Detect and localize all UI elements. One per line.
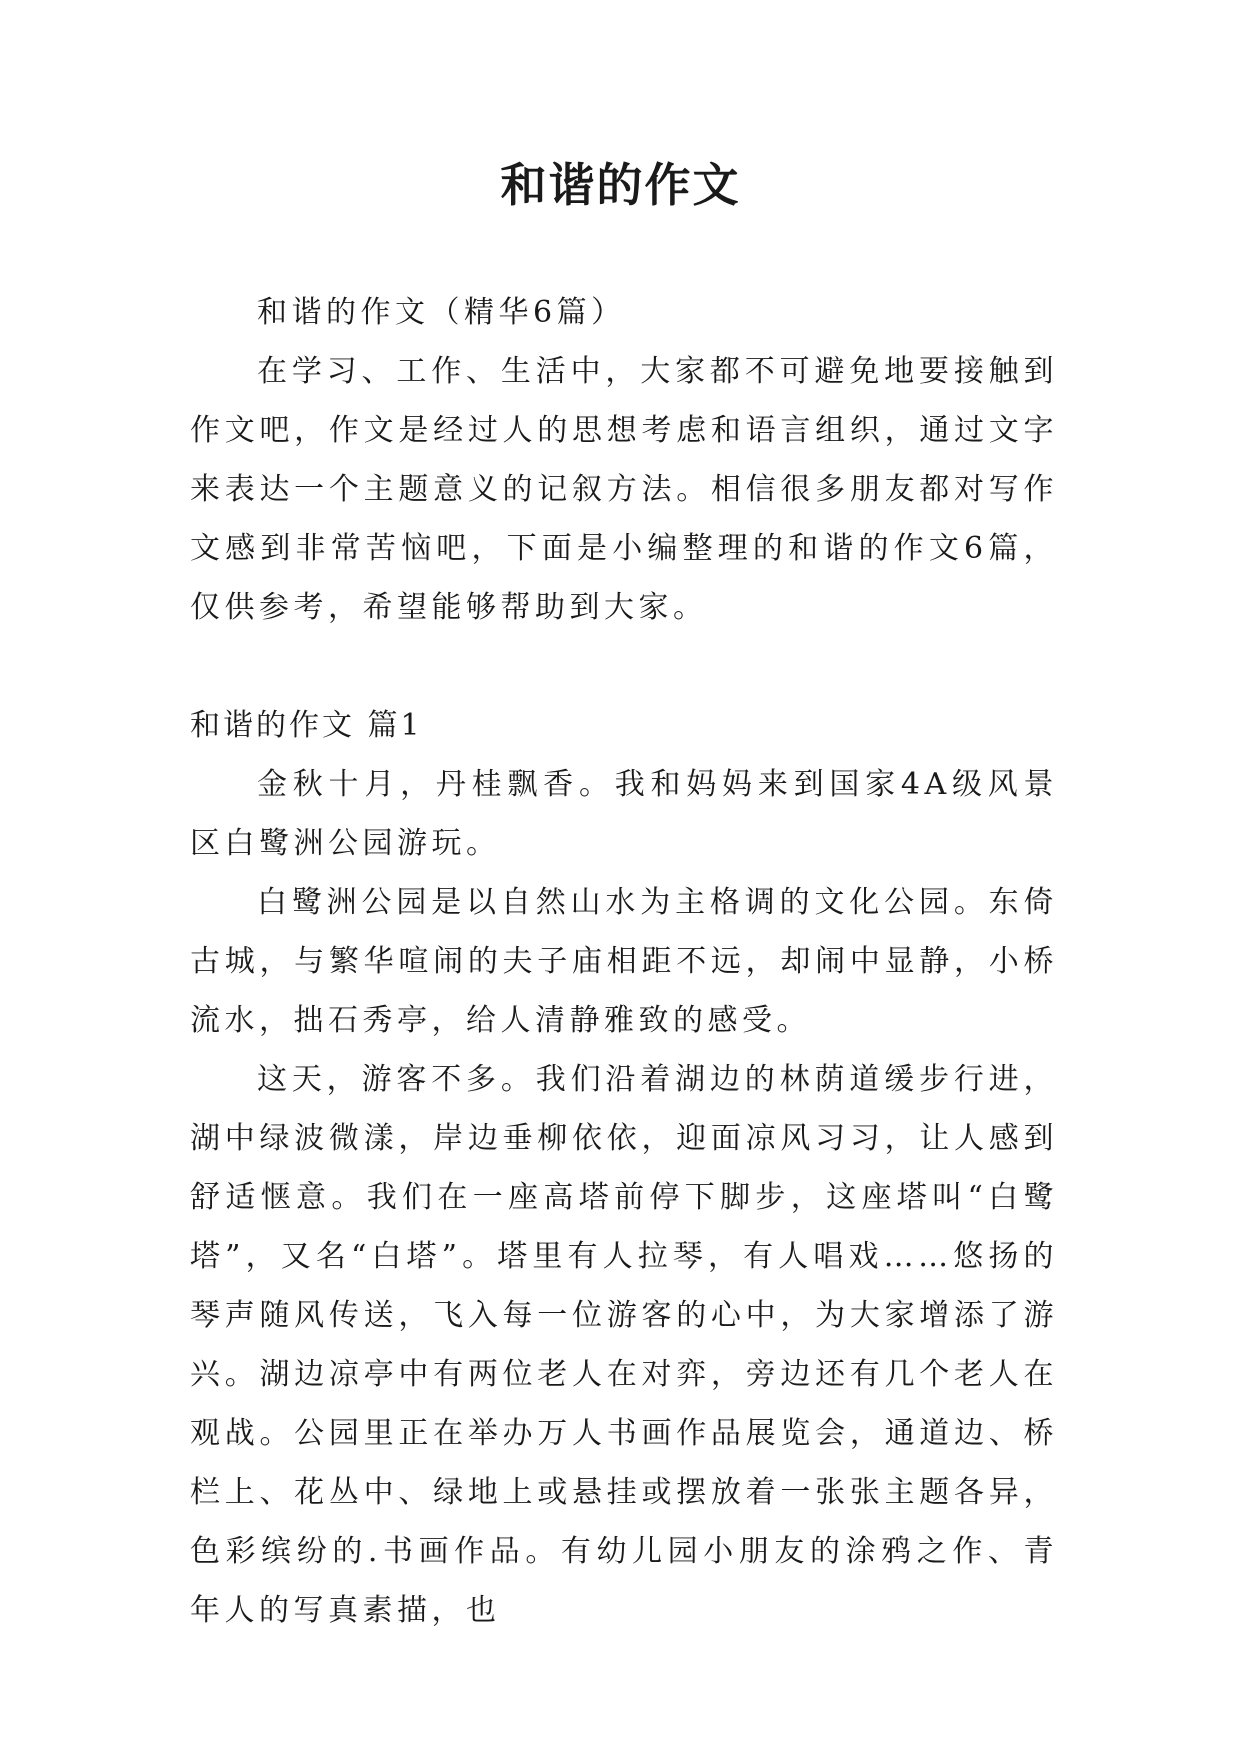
page-title: 和谐的作文: [500, 158, 741, 212]
body-paragraph: 金秋十月，丹桂飘香。我和妈妈来到国家4A级风景区白鹭洲公园游玩。: [190, 767, 1058, 861]
document-body: [190, 283, 1058, 1640]
document-subtitle: 和谐的作文（精华6篇）: [257, 295, 626, 330]
body-paragraph: 这天，游客不多。我们沿着湖边的林荫道缓步行进，湖中绿波微漾，岸边垂柳依依，迎面凉风习习，让人感到舒适惬意。我们在一座高塔前停下脚步，这座塔叫“白鹭塔”，又名“白塔”。塔里有人拉琴，有人唱戏……悠扬的琴声随风传送，飞入每一位游客的心中，为大家增添了游兴。湖边凉亭中有两位老人在对弈，旁边还有几个老人在观战。公园里正在举办万人书画作品展览会，通道边、桥栏上、花丛中、绿地上或悬挂或摆放着一张张主题各异，色彩缤纷的.书画作品。有幼儿园小朋友的涂鸦之作、青年人的写真素描，也: [190, 1062, 1058, 1628]
intro-paragraph: 在学习、工作、生活中，大家都不可避免地要接触到作文吧，作文是经过人的思想考虑和语言组织，通过文字来表达一个主题意义的记叙方法。相信很多朋友都对写作文感到非常苦恼吧，下面是小编整理的和谐的作文6篇，仅供参考，希望能够帮助到大家。: [190, 354, 1058, 625]
body-paragraph: 白鹭洲公园是以自然山水为主格调的文化公园。东倚古城，与繁华喧闹的夫子庙相距不远，却闹中显静，小桥流水，拙石秀亭，给人清静雅致的感受。: [190, 885, 1058, 1038]
section-heading: 和谐的作文 篇1: [190, 708, 423, 743]
